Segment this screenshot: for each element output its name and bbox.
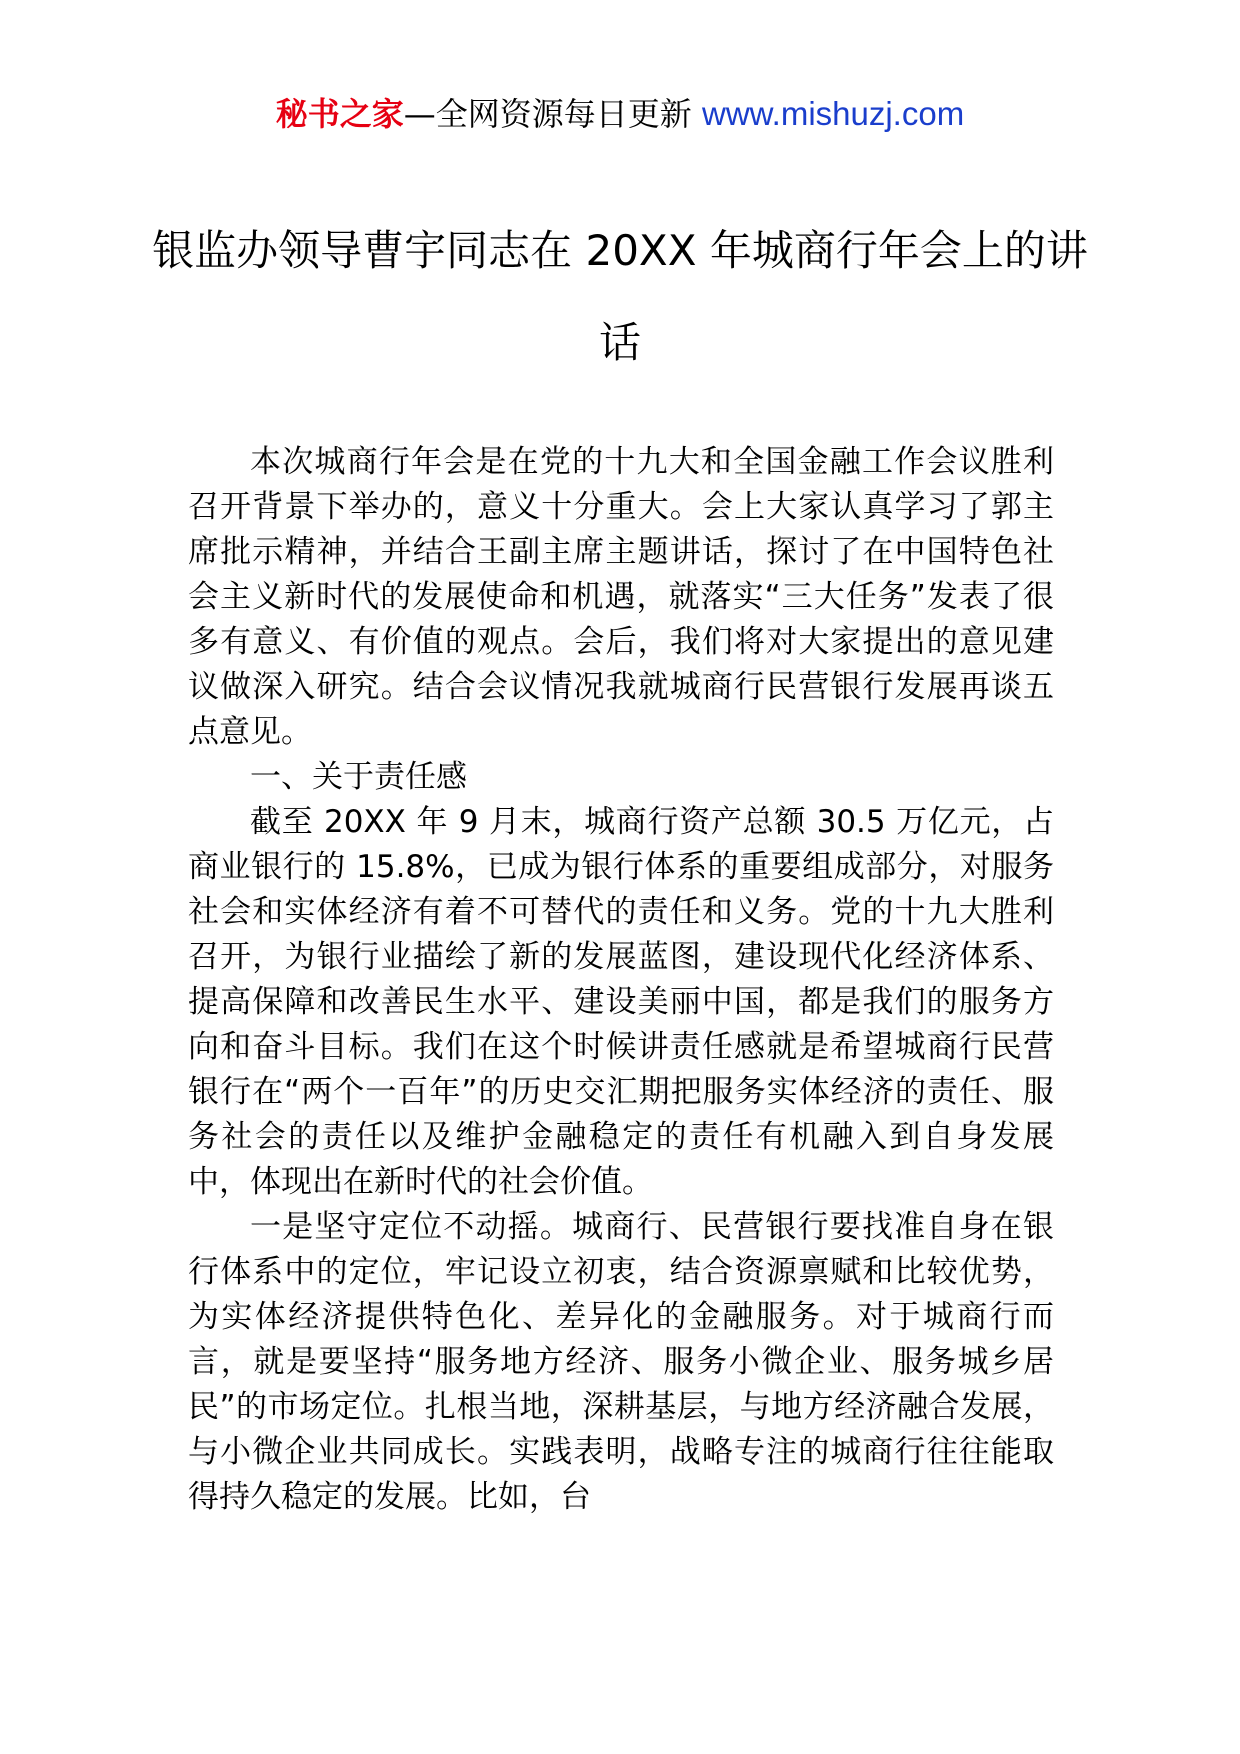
site-tagline: —全网资源每日更新 xyxy=(403,95,702,133)
site-header xyxy=(0,92,1240,136)
paragraph-intro: 本次城商行年会是在党的十九大和全国金融工作会议胜利召开背景下举办的，意义十分重大。会上大家认真学习了郭主席批示精神，并结合王副主席主题讲话，探讨了在中国特色社会主义新时代的发展使命和机遇，就落实“三大任务”发表了很多有意义、有价值的观点。会后，我们将对大家提出的意见建议做深入研究。结合会议情况我就城商行民营银行发展再谈五点意见。 xyxy=(188,444,1054,750)
site-brand: 秘书之家 xyxy=(275,95,404,133)
paragraph-responsibility: 截至 20XX 年 9 月末，城商行资产总额 30.5 万亿元，占商业银行的 15.8%，已成为银行体系的重要组成部分，对服务社会和实体经济有着不可替代的责任和义务。党的十九大胜利召开，为银行业描绘了新的发展蓝图，建设现代化经济体系、提高保障和改善民生水平、建设美丽中国，都是我们的服务方向和奋斗目标。我们在这个时候讲责任感就是希望城商行民营银行在“两个一百年”的历史交汇期把服务实体经济的责任、服务社会的责任以及维护金融稳定的责任有机融入到自身发展中，体现出在新时代的社会价值。 xyxy=(188,804,1054,1200)
document-title: 银监办领导曹宇同志在 20XX 年城商行年会上的讲话 xyxy=(152,226,1088,367)
site-url-link[interactable]: www.mishuzj.com xyxy=(701,95,965,132)
document-body xyxy=(188,440,1054,1520)
section-heading-responsibility: 一、关于责任感 xyxy=(250,759,467,795)
paragraph-positioning: 一是坚守定位不动摇。城商行、民营银行要找准自身在银行体系中的定位，牢记设立初衷，结合资源禀赋和比较优势，为实体经济提供特色化、差异化的金融服务。对于城商行而言，就是要坚持“服务地方经济、服务小微企业、服务城乡居民”的市场定位。扎根当地，深耕基层，与地方经济融合发展，与小微企业共同成长。实践表明，战略专注的城商行往往能取得持久稳定的发展。比如，台 xyxy=(188,1209,1054,1515)
